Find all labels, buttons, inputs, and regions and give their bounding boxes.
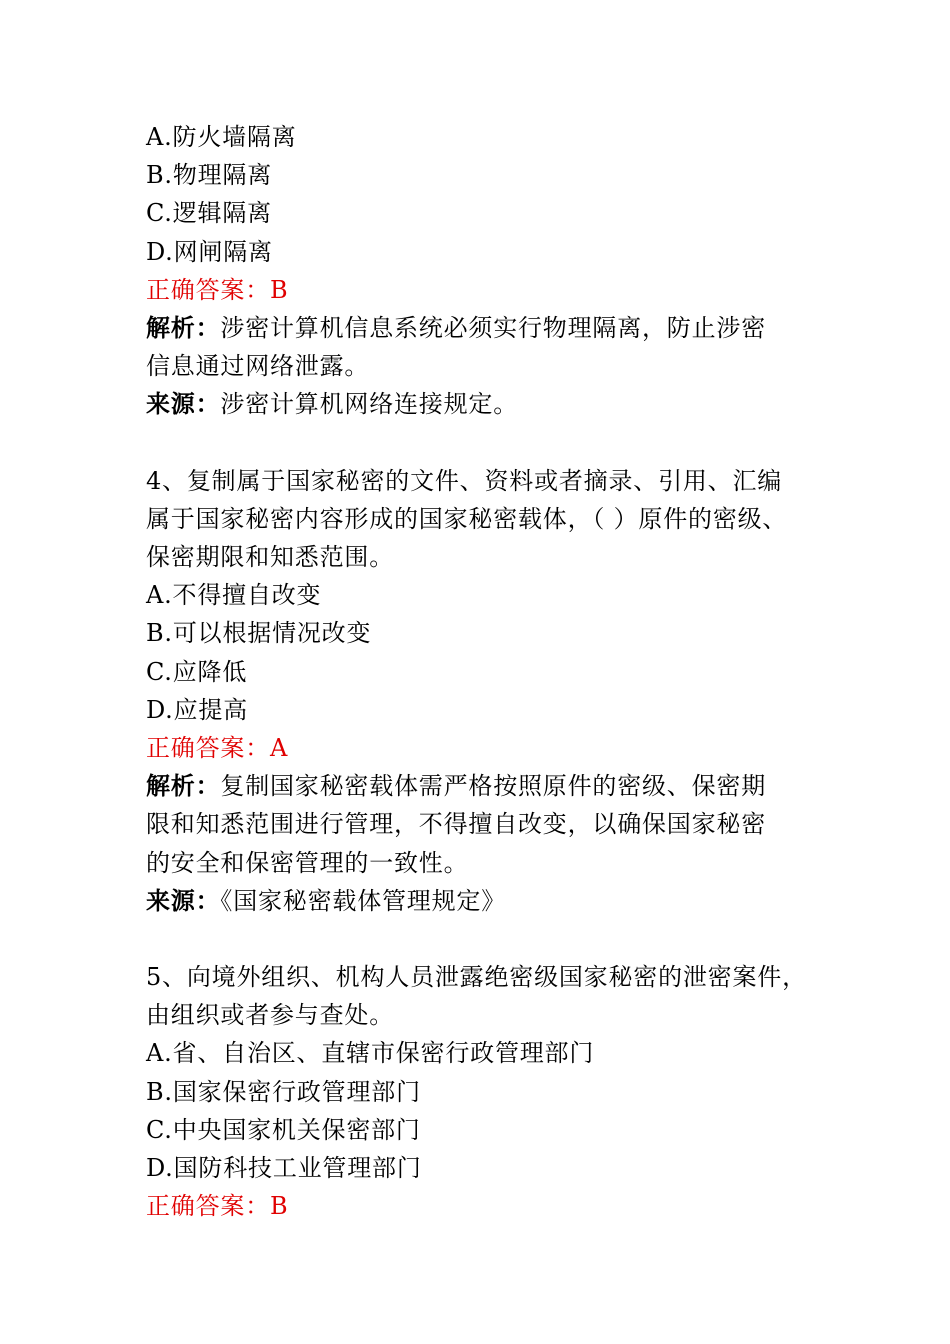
q4-option-b: B.可以根据情况改变 <box>146 619 372 648</box>
q5-question-line-2: 由组织或者参与查处。 <box>146 1001 394 1030</box>
q5-option-c: C.中央国家机关保密部门 <box>146 1115 421 1144</box>
q4-option-d: D.应提高 <box>146 695 249 724</box>
q5-option-a: A.省、自治区、直辖市保密行政管理部门 <box>146 1039 595 1068</box>
q5-option-b: B.国家保密行政管理部门 <box>146 1077 421 1106</box>
spacer <box>146 424 826 462</box>
q3-analysis-text-2: 信息通过网络泄露。 <box>146 352 370 381</box>
q3-option-c: C.逻辑隔离 <box>146 199 272 228</box>
document-content <box>146 118 826 1225</box>
q3-option-a: A.防火墙隔离 <box>146 123 297 151</box>
q5-question-line-1: 5、向境外组织、机构人员泄露绝密级国家秘密的泄密案件， <box>146 963 807 992</box>
q3-answer: 正确答案：B <box>146 275 289 304</box>
q3-source-label: 来源： <box>146 389 221 419</box>
q4-analysis-label: 解析： <box>146 771 221 801</box>
q3-source <box>146 385 826 423</box>
q4-option-a: A.不得擅自改变 <box>146 581 322 610</box>
q3-option-d: D.网闸隔离 <box>146 237 273 266</box>
q4-source-text: 《国家秘密载体管理规定》 <box>220 886 507 915</box>
q4-source <box>146 882 826 920</box>
q4-analysis <box>146 767 826 805</box>
spacer <box>146 920 826 958</box>
q4-analysis-text-2: 限和知悉范围进行管理，不得擅自改变，以确保国家秘密 <box>146 810 766 839</box>
q4-question-line-3: 保密期限和知悉范围。 <box>146 543 394 572</box>
q4-answer: 正确答案：A <box>146 734 289 763</box>
q3-analysis <box>146 309 826 347</box>
q3-option-b: B.物理隔离 <box>146 161 273 190</box>
q3-analysis-text: 涉密计算机信息系统必须实行物理隔离，防止涉密 <box>220 314 767 343</box>
q4-question-line-1: 4、复制属于国家秘密的文件、资料或者摘录、引用、汇编 <box>146 466 783 495</box>
q4-analysis-text-3: 的安全和保密管理的一致性。 <box>146 848 469 877</box>
q5-option-d: D.国防科技工业管理部门 <box>146 1154 422 1183</box>
q3-source-text: 涉密计算机网络连接规定。 <box>220 390 519 419</box>
q3-analysis-label: 解析： <box>146 313 221 343</box>
q5-answer: 正确答案：B <box>146 1192 289 1221</box>
q4-source-label: 来源： <box>146 885 221 915</box>
q4-option-c: C.应降低 <box>146 657 248 686</box>
q4-question-line-2: 属于国家秘密内容形成的国家秘密载体，（ ）原件的密级、 <box>146 504 788 533</box>
q4-analysis-text: 复制国家秘密载体需严格按照原件的密级、保密期 <box>220 772 767 801</box>
